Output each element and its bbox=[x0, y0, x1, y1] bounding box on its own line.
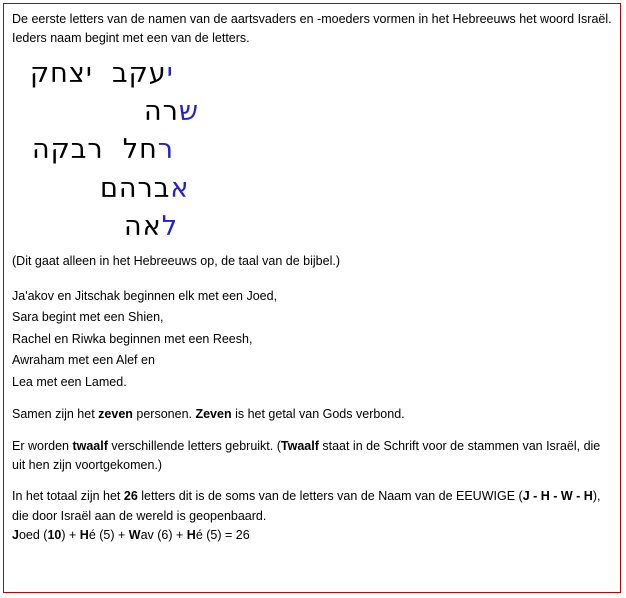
bordered-content-frame bbox=[3, 3, 621, 593]
seven-bold-2: Zeven bbox=[195, 407, 232, 422]
intro-paragraph: De eerste letters van de namen van de aartsvaders en -moeders vormen in het Hebreeuws het woord Israël. Ieders naam begint met een van de letters. bbox=[12, 12, 612, 46]
twelve-text-middle: verschillende letters gebruikt. ( bbox=[107, 438, 281, 453]
hebrew-initial-yod: י bbox=[166, 57, 174, 89]
sum-text-5: é (5) = 26 bbox=[195, 528, 250, 543]
list-item: Sara begint met een Shien, bbox=[12, 310, 164, 325]
list-item: Ja'akov en Jitschak beginnen elk met een Joed, bbox=[12, 288, 278, 303]
hebrew-rest-2: רה bbox=[144, 96, 179, 128]
document-body bbox=[12, 10, 612, 588]
name-letter-list bbox=[12, 286, 612, 394]
hebrew-line-lea bbox=[12, 208, 612, 246]
total-text-middle: letters dit is de soms van de letters van de Naam van de EEUWIGE ( bbox=[137, 489, 523, 504]
paragraph-total bbox=[12, 487, 612, 526]
total-text-before: In het totaal zijn het bbox=[12, 489, 124, 504]
twelve-bold-2: Twaalf bbox=[280, 438, 319, 453]
total-bold-jhwh: J - H - W - H bbox=[522, 489, 593, 504]
hebrew-names-block bbox=[12, 55, 612, 247]
sum-text-1: oed ( bbox=[18, 528, 48, 543]
seven-bold-1: zeven bbox=[98, 407, 133, 422]
sum-bold-10: 10 bbox=[47, 528, 62, 543]
list-item: Rachel en Riwka beginnen met een Reesh, bbox=[12, 331, 253, 346]
hebrew-rest-1: עקב יצחק bbox=[30, 57, 167, 89]
hebrew-rest-3: חל רבקה bbox=[32, 134, 158, 166]
hebrew-initial-alef: א bbox=[170, 172, 190, 204]
hebrew-initial-resh: ר bbox=[157, 134, 175, 166]
sum-bold-j: J bbox=[12, 528, 19, 543]
seven-text-before: Samen zijn het bbox=[12, 407, 99, 422]
hebrew-rest-4: ברהם bbox=[100, 172, 171, 204]
hebrew-rest-5: אה bbox=[124, 211, 162, 243]
twelve-text-before: Er worden bbox=[12, 438, 73, 453]
seven-text-middle: personen. bbox=[132, 407, 196, 422]
sum-bold-w: W bbox=[128, 528, 141, 543]
hebrew-line-sara bbox=[12, 93, 612, 131]
sum-bold-h2: H bbox=[186, 528, 196, 543]
twelve-bold-1: twaalf bbox=[72, 438, 108, 453]
sum-text-3: é (5) + bbox=[88, 528, 129, 543]
sum-text-4: av (6) + bbox=[140, 528, 187, 543]
seven-text-after: is het getal van Gods verbond. bbox=[231, 407, 405, 422]
sum-bold-h1: H bbox=[79, 528, 89, 543]
sum-text-2: ) + bbox=[61, 528, 80, 543]
paragraph-twelve bbox=[12, 437, 612, 476]
twelve-text-after: staat in de Schrift voor de stammen van Israël, die uit hen zijn voortgekomen.) bbox=[12, 438, 601, 473]
hebrew-initial-shin: ש bbox=[178, 96, 200, 128]
list-item: Awraham met een Alef en bbox=[12, 353, 155, 368]
list-item: Lea met een Lamed. bbox=[12, 374, 127, 389]
hebrew-line-awraham bbox=[12, 170, 612, 208]
hebrew-line-rachel-riwka bbox=[12, 131, 612, 169]
paragraph-seven bbox=[12, 405, 612, 424]
note-paragraph: (Dit gaat alleen in het Hebreeuws op, de taal van de bijbel.) bbox=[12, 254, 340, 269]
total-text-after: ), die door Israël aan de wereld is geopenbaard. bbox=[12, 489, 601, 523]
hebrew-line-jaakov-jitschak bbox=[12, 55, 612, 93]
paragraph-sum bbox=[12, 526, 612, 545]
hebrew-initial-lamed: ל bbox=[161, 211, 179, 243]
total-bold-26: 26 bbox=[123, 489, 138, 504]
